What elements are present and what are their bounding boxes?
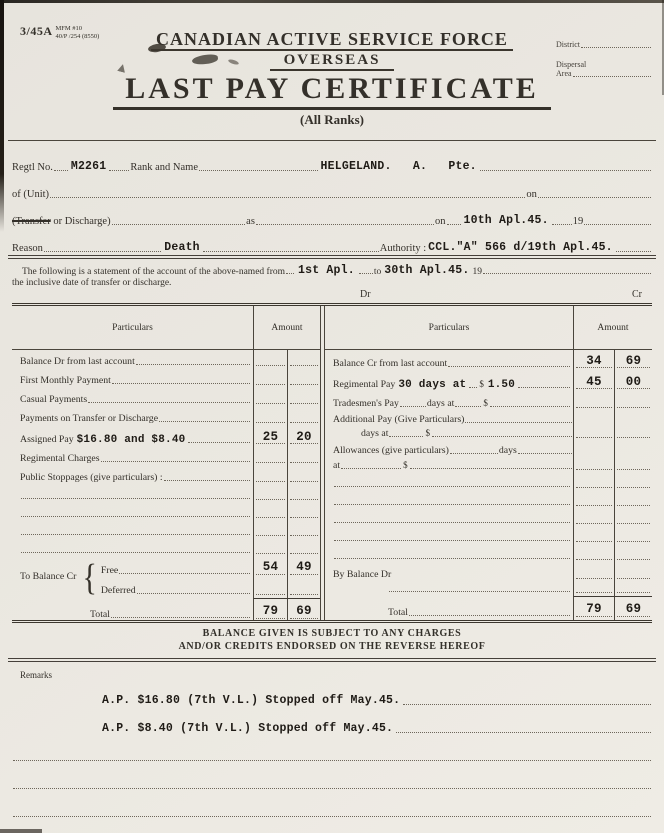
amount-dollars-cell [573, 371, 614, 392]
amount-dollars-cell [253, 407, 287, 426]
year-prefix: 19 [572, 216, 584, 227]
table-row-assigned-pay [12, 426, 320, 447]
district-field [556, 40, 652, 49]
days-at-label: days at [426, 398, 455, 409]
empty-dotted-row [325, 509, 652, 527]
cr-amount-header: Amount [573, 306, 652, 349]
amount-dollars-cell [573, 509, 614, 527]
unit-label: of (Unit) [12, 189, 50, 200]
table-row-allowances [325, 441, 652, 473]
dotted-leader [286, 272, 294, 274]
amount-dollars-cell [573, 491, 614, 509]
dotted-leader [403, 703, 651, 705]
cr-table-header [325, 306, 652, 350]
amount-cents-cell [287, 407, 320, 426]
overseas-title: OVERSEAS [270, 53, 395, 71]
to-balance-cr-block [12, 557, 320, 598]
amount-dollars-cell [573, 527, 614, 545]
dollar-sign: $ [483, 398, 488, 408]
statement-year-prefix: 19 [472, 267, 482, 277]
amount-dollars-cell [573, 411, 614, 441]
dr-table-header [12, 306, 320, 350]
empty-dotted-row [12, 521, 320, 539]
form-header [0, 0, 664, 141]
amount-cents-cell [287, 350, 320, 369]
amount-cents-cell [287, 485, 320, 503]
dotted-leader [54, 169, 68, 171]
amount-cents-cell [287, 557, 320, 598]
on-label: on [435, 216, 446, 227]
dotted-leader [13, 759, 651, 761]
reason-row [12, 228, 652, 255]
authority-value: CCL."A" 566 d/19th Apl.45. [428, 241, 613, 254]
dotted-leader [389, 435, 423, 437]
statement-to-label: to [373, 267, 382, 277]
amount-dollars-cell [253, 557, 287, 598]
row-label: First Monthly Payment [20, 375, 111, 386]
amount-dollars-cell [573, 350, 614, 371]
unit-row [12, 174, 652, 201]
amount-cents-cell [287, 388, 320, 407]
dotted-leader [480, 169, 651, 171]
dr-total-row [12, 598, 320, 620]
amount-cents-cell [287, 466, 320, 485]
dotted-leader [447, 223, 461, 225]
dotted-leader [450, 452, 498, 454]
double-rule [8, 658, 656, 662]
amount-dollars: 34 [586, 353, 602, 368]
remarks-typed-1: A.P. $16.80 (7th V.L.) Stopped off May.45. [102, 694, 401, 707]
by-balance-dr-row [325, 563, 652, 582]
remarks-label: Remarks [20, 670, 52, 680]
empty-dotted-row [12, 503, 320, 521]
row-label: Regimental Pay [333, 379, 396, 390]
transfer-label-struck: (Transfer [12, 216, 51, 227]
at-label: at [333, 460, 341, 471]
remarks-line-empty [12, 736, 652, 764]
dotted-leader [483, 272, 651, 274]
by-balance-dr-label: By Balance Dr [333, 569, 392, 580]
dispersal-label-line1: Dispersal [556, 60, 587, 69]
row-label: Allowances (give particulars) [333, 445, 449, 456]
reason-label: Reason [12, 243, 43, 254]
amount-cents-cell [287, 447, 320, 466]
amount-cents-cell [614, 563, 652, 582]
transfer-label-rest: or Discharge) [53, 216, 111, 227]
table-row-balance-cr [325, 350, 652, 371]
amount-dollars-cell [253, 426, 287, 447]
amount-dollars-cell [573, 582, 614, 596]
form-number-sub1: MFM #10 [55, 25, 83, 32]
row-label: Additional Pay (Give Particulars) [333, 413, 465, 425]
horizontal-rule [8, 140, 656, 141]
service-title: CANADIAN ACTIVE SERVICE FORCE [151, 30, 513, 51]
authority-label: Authority : [379, 243, 427, 254]
amount-cents-cell [614, 411, 652, 441]
district-label: District [556, 40, 580, 49]
double-rule [8, 255, 656, 259]
brace-glyph: { [82, 556, 97, 598]
free-cents: 49 [296, 560, 312, 575]
dollar-sign: $ [425, 428, 430, 438]
amount-dollars-cell [573, 392, 614, 411]
scan-edge-bottom-left [0, 829, 42, 833]
dotted-leader [552, 223, 572, 225]
dotted-leader [13, 815, 651, 817]
regtl-no-row [12, 147, 652, 174]
cr-total-row [325, 596, 652, 620]
amount-cents-cell [614, 545, 652, 563]
amount-dollars-cell [253, 466, 287, 485]
table-row [12, 407, 320, 426]
row-label: Balance Cr from last account [333, 358, 448, 369]
table-row [12, 350, 320, 369]
dotted-leader [109, 169, 129, 171]
dotted-leader [50, 196, 525, 198]
total-dollars: 79 [262, 603, 279, 618]
amount-cents-cell [287, 503, 320, 521]
amount-dollars: 45 [586, 374, 602, 389]
dotted-leader [199, 169, 318, 171]
partial-dotted-row [325, 582, 652, 596]
row-label: Casual Payments [20, 394, 88, 405]
dotted-leader [44, 250, 161, 252]
table-row [12, 369, 320, 388]
empty-dotted-row [12, 485, 320, 503]
form-number-sub2: 40/P /254 (8550) [55, 32, 100, 40]
amount-dollars-cell [253, 447, 287, 466]
regimental-days-typed: 30 days at [398, 379, 467, 391]
dotted-leader [573, 75, 651, 77]
free-dollars: 54 [262, 560, 279, 575]
amount-cents-cell [614, 596, 652, 620]
remarks-line-empty [12, 764, 652, 792]
table-row-tradesmen [325, 392, 652, 411]
amount-cents: 69 [625, 353, 642, 368]
remarks-line [12, 680, 652, 708]
event-date-value: 10th Apl.45. [463, 214, 549, 227]
total-cents: 69 [625, 601, 642, 616]
transfer-discharge-row [12, 201, 652, 228]
amount-dollars-cell [573, 473, 614, 491]
dotted-leader [581, 46, 651, 48]
amount-dollars-cell [253, 388, 287, 407]
statement-intro: The following is a statement of the account of the above-named from [22, 267, 286, 277]
amount-dollars-cell [573, 596, 614, 620]
form-number-main: 3/45A [20, 24, 53, 38]
empty-dotted-row [325, 527, 652, 545]
amount-cents-cell [614, 527, 652, 545]
dotted-leader [616, 250, 651, 252]
dotted-leader [112, 223, 246, 225]
amount-dollars-cell [253, 503, 287, 521]
row-label: Public Stoppages (give particulars) : [20, 472, 163, 483]
row-label: Assigned Pay [20, 434, 74, 445]
amount-cents-cell [287, 539, 320, 557]
reason-value: Death [164, 241, 200, 254]
dispersal-label-line2: Area [556, 69, 572, 78]
amount-cents-cell [287, 598, 320, 620]
table-row [12, 388, 320, 407]
assigned-pay-typed: $16.80 and $8.40 [76, 434, 186, 446]
remarks-typed-2: A.P. $8.40 (7th V.L.) Stopped off May.45. [102, 722, 394, 735]
identity-fields [12, 147, 652, 255]
as-label: as [246, 216, 255, 227]
dotted-leader [396, 731, 651, 733]
free-label: Free [100, 565, 119, 576]
notice-line1: BALANCE GIVEN IS SUBJECT TO ANY CHARGES [202, 628, 462, 639]
dispersal-area-field [556, 60, 652, 78]
table-row [12, 447, 320, 466]
total-label: Total [388, 607, 408, 618]
dotted-leader [341, 467, 401, 469]
balance-notice [0, 628, 664, 653]
statement-to-date: 30th Apl.45. [384, 264, 470, 277]
amount-cents-cell [614, 491, 652, 509]
deferred-label: Deferred [100, 585, 136, 596]
amount-cents-cell [614, 441, 652, 473]
dotted-leader [400, 405, 426, 407]
empty-dotted-row [325, 473, 652, 491]
to-balance-cr-label: To Balance Cr [20, 571, 77, 582]
cr-label: Cr [632, 289, 642, 300]
total-dollars: 79 [586, 601, 602, 616]
rank-name-label: Rank and Name [130, 162, 199, 173]
statement-from-date: 1st Apl. [298, 264, 355, 277]
dotted-leader [13, 787, 651, 789]
dollar-sign: $ [403, 460, 408, 470]
unit-on-label: on [526, 189, 537, 200]
dotted-leader [455, 405, 481, 407]
amount-cents-cell [614, 392, 652, 411]
days-at-label: days at [361, 428, 389, 439]
total-cents: 69 [296, 603, 312, 618]
cr-side [325, 306, 652, 620]
dotted-leader [538, 196, 651, 198]
total-label: Total [90, 609, 110, 620]
amount-cents-cell [287, 369, 320, 388]
days-label: days [498, 445, 517, 456]
regimental-rate-typed: 1.50 [487, 379, 516, 391]
account-table [12, 303, 652, 623]
certificate-title: LAST PAY CERTIFICATE [113, 73, 550, 110]
table-row-regimental-pay [325, 371, 652, 392]
dotted-leader [256, 223, 434, 225]
all-ranks-subtitle: (All Ranks) [300, 111, 364, 127]
amount-dollars-cell [573, 441, 614, 473]
table-row [12, 466, 320, 485]
dollar-sign: $ [479, 379, 484, 389]
remarks-line [12, 708, 652, 736]
regtl-no-value: M2261 [70, 160, 107, 173]
amount-dollars-cell [573, 545, 614, 563]
row-label: Payments on Transfer or Discharge [20, 413, 159, 424]
amount-dollars-cell [253, 539, 287, 557]
remarks-line-empty [12, 792, 652, 820]
table-row-additional-pay [325, 411, 652, 441]
amount-dollars: 25 [262, 429, 279, 444]
regtl-no-label: Regtl No. [12, 162, 53, 173]
dr-particulars-header: Particulars [112, 322, 153, 333]
statement-line2: the inclusive date of transfer or discharge. [12, 278, 172, 288]
amount-dollars-cell [573, 563, 614, 582]
notice-line2: AND/OR CREDITS ENDORSED ON THE REVERSE HEREOF [178, 640, 486, 652]
amount-cents-cell [614, 582, 652, 596]
rank-name-value: HELGELAND. A. Pte. [320, 160, 477, 173]
row-label: Regimental Charges [20, 453, 100, 464]
amount-cents-cell [614, 509, 652, 527]
dotted-leader [584, 223, 651, 225]
amount-cents-cell [287, 521, 320, 539]
empty-dotted-row [325, 545, 652, 563]
amount-cents-cell [614, 473, 652, 491]
dotted-leader [203, 250, 379, 252]
amount-dollars-cell [253, 521, 287, 539]
dr-side [12, 306, 321, 620]
dotted-leader [359, 272, 373, 274]
account-statement-intro [12, 261, 652, 303]
amount-dollars-cell [253, 350, 287, 369]
cr-particulars-header: Particulars [428, 322, 470, 333]
amount-dollars-cell [253, 598, 287, 620]
remarks-section [12, 670, 652, 820]
dr-amount-header: Amount [253, 306, 320, 349]
amount-dollars-cell [253, 369, 287, 388]
amount-cents-cell [614, 371, 652, 392]
empty-dotted-row [325, 491, 652, 509]
amount-dollars-cell [253, 485, 287, 503]
amount-cents: 20 [296, 429, 312, 444]
row-label: Balance Dr from last account [20, 356, 135, 367]
dotted-leader [469, 386, 477, 388]
empty-dotted-row [12, 539, 320, 557]
amount-cents-cell [287, 426, 320, 447]
amount-cents-cell [614, 350, 652, 371]
dr-label: Dr [360, 289, 371, 300]
row-label: Tradesmen's Pay [333, 398, 399, 409]
amount-cents: 00 [625, 374, 642, 389]
